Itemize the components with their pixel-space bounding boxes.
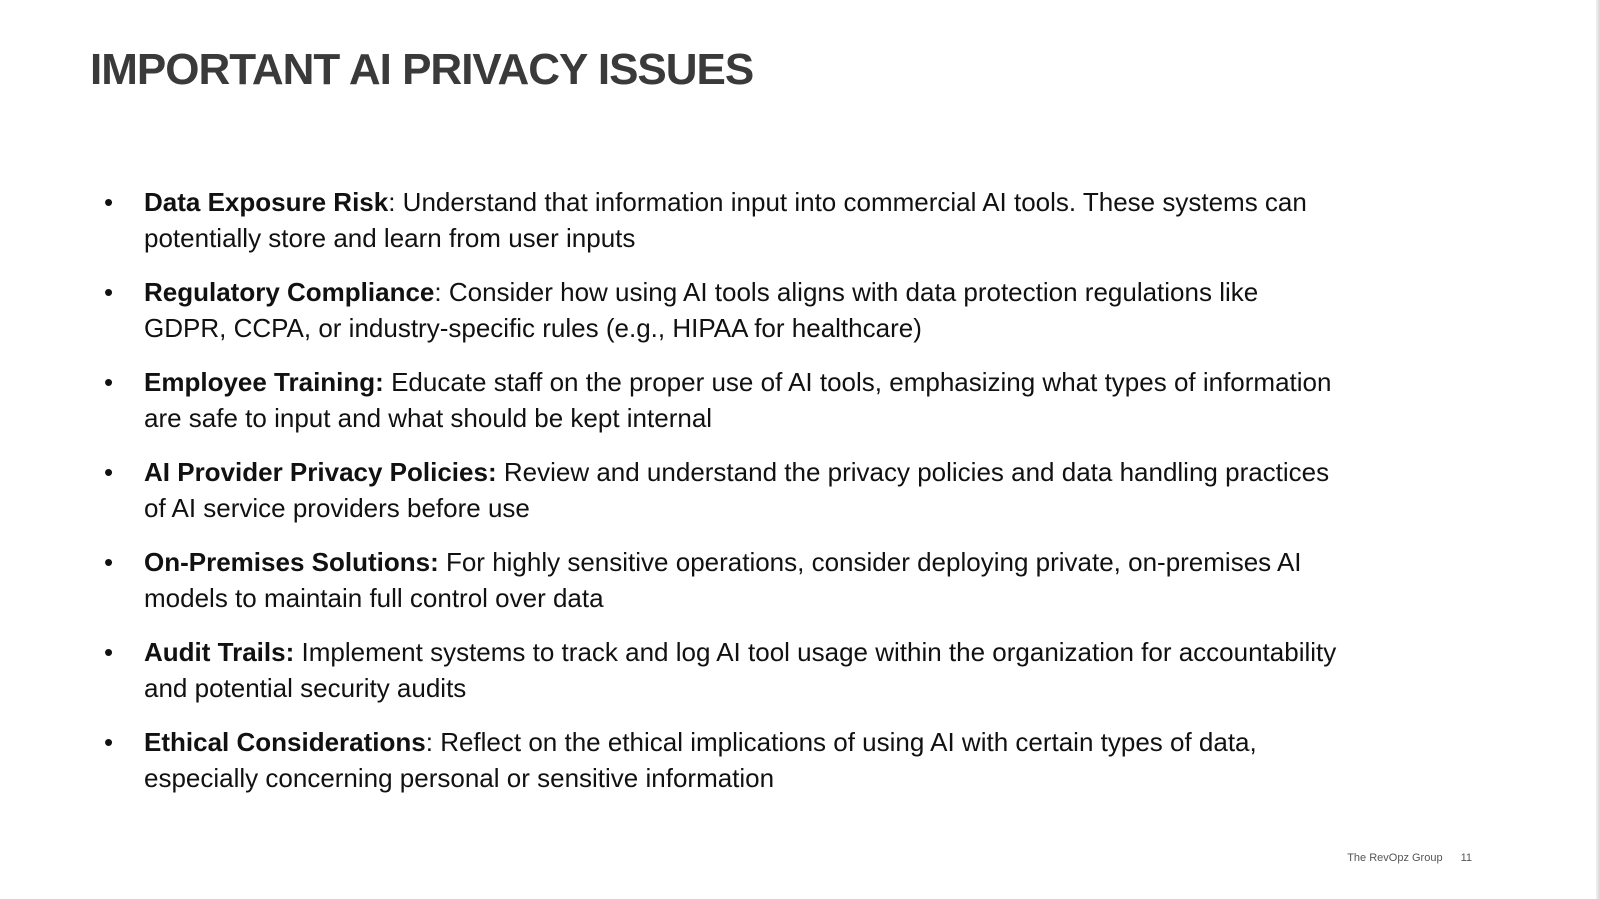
bullet-dot-icon: • — [104, 727, 114, 757]
bullet-dot-icon: • — [104, 457, 114, 487]
bullet-term: Regulatory Compliance — [144, 277, 435, 307]
bullet-text: Review and understand the privacy policies and data handling practices of AI service providers before use — [144, 457, 1330, 523]
bullet-dot-icon: • — [104, 187, 114, 217]
bullet-separator: : — [388, 187, 403, 217]
bullet-term: Ethical Considerations — [144, 727, 426, 757]
bullet-text: Reflect on the ethical implications of using AI with certain types of data, especially concerning personal or sensitive information — [144, 727, 1257, 793]
bullet-text: For highly sensitive operations, consider deploying private, on-premises AI models to maintain full control over data — [144, 547, 1302, 613]
bullet-text: Consider how using AI tools aligns with data protection regulations like GDPR, CCPA, or industry-specific rules (e.g., HIPAA for healthcare) — [144, 277, 1259, 343]
bullet-separator: : — [434, 277, 449, 307]
bullet-term: Data Exposure Risk — [144, 187, 389, 217]
bullet-dot-icon: • — [104, 547, 114, 577]
bullet-item — [104, 184, 1344, 256]
bullet-separator: : — [425, 727, 441, 757]
bullet-item — [104, 634, 1344, 706]
bullet-term: On-Premises Solutions: — [144, 547, 439, 577]
bullet-text: Implement systems to track and log AI tool usage within the organization for accountability and potential security audits — [144, 637, 1337, 703]
bullet-list — [104, 184, 1344, 796]
bullet-item — [104, 364, 1344, 436]
bullet-separator — [439, 547, 446, 577]
bullet-separator — [384, 367, 391, 397]
window-edge — [1596, 0, 1600, 899]
slide-footer — [1347, 852, 1472, 864]
bullet-item — [104, 724, 1344, 796]
bullet-item — [104, 454, 1344, 526]
page-number: 11 — [1460, 852, 1472, 864]
bullet-dot-icon: • — [104, 637, 114, 667]
bullet-term: Audit Trails: — [144, 637, 295, 667]
bullet-term: Employee Training: — [144, 367, 384, 397]
bullet-item — [104, 544, 1344, 616]
slide-title: IMPORTANT AI PRIVACY ISSUES — [90, 45, 754, 94]
bullet-term: AI Provider Privacy Policies: — [144, 457, 497, 487]
bullet-item — [104, 274, 1344, 346]
bullet-separator — [497, 457, 504, 487]
bullet-dot-icon: • — [104, 367, 114, 397]
bullet-dot-icon: • — [104, 277, 114, 307]
footer-company: The RevOpz Group — [1347, 852, 1443, 864]
bullet-text: Educate staff on the proper use of AI tools, emphasizing what types of information are safe to input and what should be kept internal — [144, 367, 1332, 433]
bullet-text: Understand that information input into commercial AI tools. These systems can potentially store and learn from user inputs — [144, 187, 1307, 253]
